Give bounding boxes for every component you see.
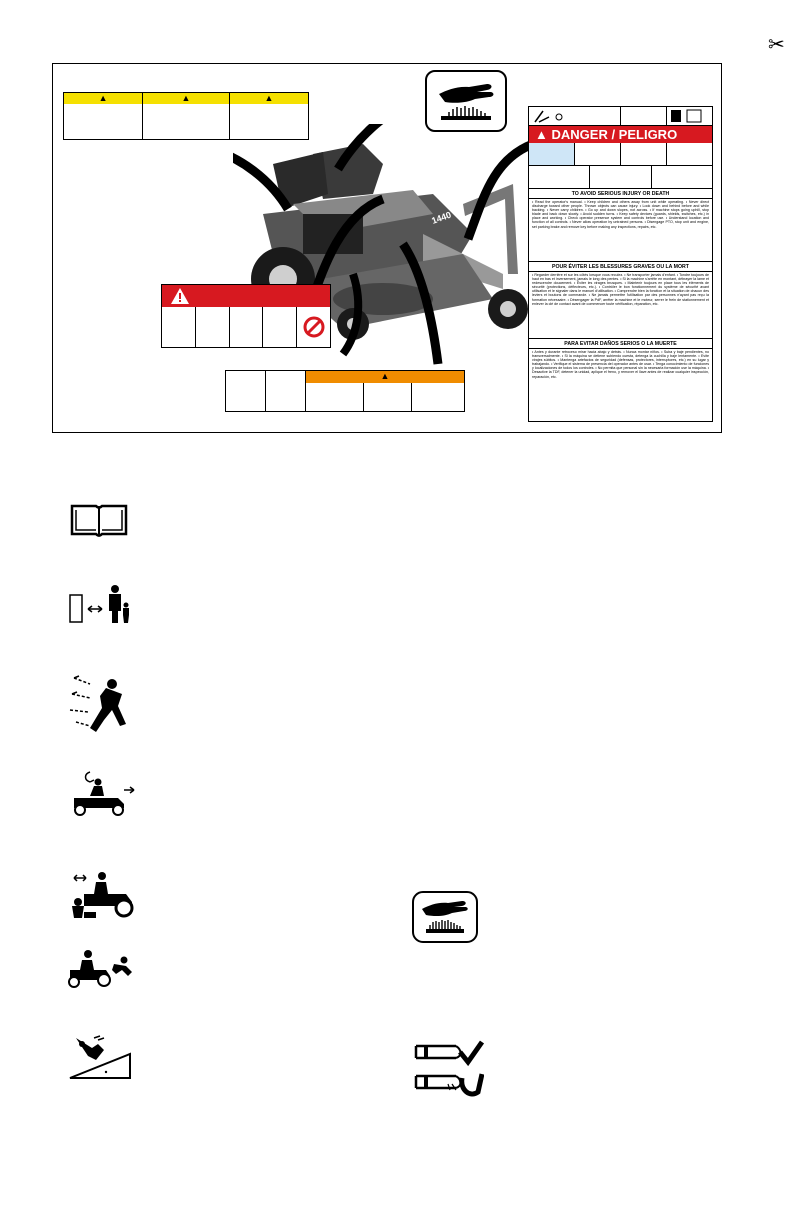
danger-title: DANGER / PELIGRO bbox=[551, 127, 678, 142]
hot-surface-hand-icon bbox=[412, 891, 478, 943]
prohibited-icon bbox=[297, 307, 330, 347]
blade-engagement-icon bbox=[162, 307, 196, 347]
warning-triangle-icon bbox=[170, 287, 190, 305]
decal-icon-row-1 bbox=[529, 143, 712, 166]
english-text: • Read the operator's manual. • Keep children and others away from unit while operating. • Never direct discharge toward other people. Thrown objects can cause injury. • Look down and behind before and while backing. • Never carry children. • Go up and down slopes, not across. • If machine stops going uphill, stop blade and back down slowly. • Avoid sudden turns. • Keep safety devices (guards, shields, switches, etc.) in place and working. • Check operator presence system and controls before use. • Understand location and function of all controls. • Never allow operation by untrained persons. • Disengage PTO, stop unit and engine, set parking brake and remove key before making any inspections, repairs, etc. bbox=[529, 199, 712, 262]
look-behind-when-reversing-icon bbox=[667, 143, 712, 165]
spanish-heading: PARA EVITAR DAÑOS SERIOS O LA MUERTE bbox=[529, 339, 712, 349]
slope-hazard-icon bbox=[68, 1034, 132, 1080]
decal-location-figure bbox=[52, 63, 722, 433]
keep-bystanders-away-icon bbox=[68, 583, 134, 625]
blade-engagement-icon bbox=[266, 371, 306, 411]
french-heading: POUR ÉVITER LES BLESSURES GRAVES OU LA MORT bbox=[529, 262, 712, 272]
warning-triangle-icon: ▲ bbox=[64, 93, 143, 104]
no-children-riding-icon bbox=[66, 868, 134, 920]
warning-triangle-icon: ▲ bbox=[306, 371, 464, 383]
hot-surface-decal bbox=[425, 70, 507, 132]
operators-manual-icon bbox=[68, 502, 130, 540]
no-passengers-icon bbox=[529, 166, 590, 188]
blade-contact-icon bbox=[226, 371, 266, 411]
danger-header bbox=[529, 126, 712, 143]
thrown-objects-icon bbox=[621, 143, 667, 165]
orange-warning-decal bbox=[225, 370, 465, 412]
danger-peligro-decal bbox=[528, 106, 713, 422]
decal-top-icons bbox=[529, 107, 712, 126]
warning-decal-triple bbox=[63, 92, 309, 140]
french-text: • Regarder derrière et sur les côtés lorsque vous reculez. • Ne transporter jamais d'enfant. • Tondre toujours de haut en bas et inversement, jamais le long des pentes. • Si la machine s'arrête en montant, débrayer la lame et redescendre doucement. • Éviter les virages brusques. • Maintenir toujours en place tous les éléments de sécurité (protections, déflecteurs, etc.). • Contrôler le bon fonctionnement du système de sécurité avant utilisation et le signaler dans le manuel d'utilisation. • Comprendre bien la fonction et la situation de chacun des leviers et boutons de commande. • Ne jamais permettre l'utilisation par des personnes n'ayant pas reçu la formation nécessaire. • Désengager la PdF, arrêter la machine et le moteur, serrer le frein de stationnement et enlever la clé de contact avant de commencer toute vérification, réparation, etc. bbox=[529, 272, 712, 339]
warning-triangle-icon: ▲ bbox=[143, 93, 230, 104]
no-children-riding-icon bbox=[590, 166, 651, 188]
no-passengers-icon bbox=[66, 948, 138, 988]
slope-hazard-icon bbox=[652, 166, 712, 188]
red-decal-icons bbox=[162, 307, 330, 347]
thrown-objects-icon bbox=[66, 670, 138, 734]
keep-bystanders-away-icon bbox=[230, 307, 264, 347]
model-badge: 1440 bbox=[430, 209, 453, 226]
english-heading: TO AVOID SERIOUS INJURY OR DEATH bbox=[529, 189, 712, 199]
red-hazard-decal bbox=[161, 284, 331, 348]
hot-surface-hand-icon bbox=[427, 72, 505, 130]
warning-triangle-icon: ▲ bbox=[535, 127, 548, 142]
warning-triangle-icon: ▲ bbox=[230, 93, 308, 104]
blade-hazard-icon bbox=[263, 307, 297, 347]
decal-icon-row-2 bbox=[529, 166, 712, 189]
operators-manual-icon bbox=[529, 143, 575, 165]
thrown-objects-icon bbox=[196, 307, 230, 347]
blade-engagement-icon bbox=[412, 1040, 484, 1098]
keep-bystanders-away-icon bbox=[575, 143, 621, 165]
look-behind-when-reversing-icon bbox=[68, 768, 136, 816]
spanish-text: • Antes y durante retroceso mirar hacia abajo y detrás. • Nunca montar niños. • Suba y baje pendientes, no transversalmente. • Si la máquina se detiene subiendo cuesta, detenga la cuchilla y baje lentamente. • Evite virajes súbitos. • Mantenga artefactos de seguridad (defensas, protectores, interruptores, etc.) en su lugar y trabajando. • Verifique el sistema de presencia del operador antes de usar. • Tenga conocimiento de funciones y localizaciones de todos los controles. • No permita que personal sin la necesaria formación use la máquina. • Desactive la TDF, detener la unidad, aplique el freno, y remover el llave antes de realizar cualquier inspección, reparación, etc. bbox=[532, 350, 709, 379]
scissors-icon: ✂ bbox=[768, 32, 785, 56]
